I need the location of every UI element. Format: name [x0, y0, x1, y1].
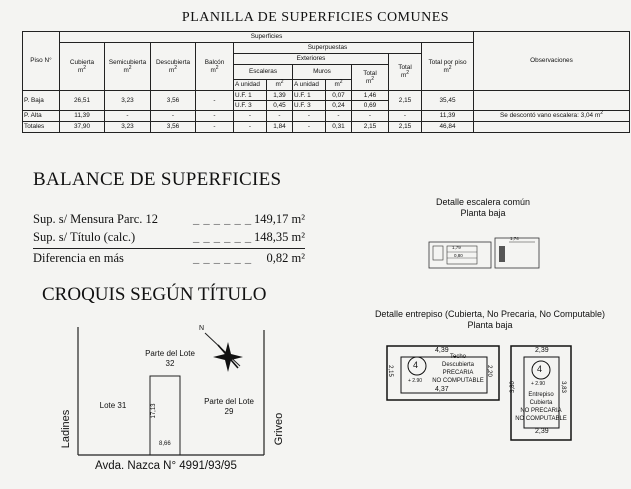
header-m2: $m^2$ — [326, 80, 352, 91]
header-descubierta: Descubierta $m^2$ — [151, 43, 196, 91]
label-parte-lote-29: Parte del Lote 29 — [204, 397, 254, 416]
escalera-dim-a: 1,79 — [452, 245, 461, 250]
street-left: Ladines — [60, 409, 72, 449]
label-lote-31: Lote 31 — [99, 401, 127, 410]
address-label: Avda. Nazca N° 4991/93/95 — [95, 460, 237, 472]
balance-row: Sup. s/ Título (calc.) _ _ _ _ _ _ 148,35 m² — [33, 230, 305, 244]
header-superficies: Superficies — [60, 32, 474, 43]
header-semicubierta: Semicubierta $m^2$ — [105, 43, 151, 91]
escalera-dim-b: 0,80 — [454, 253, 463, 258]
north-label: N — [199, 325, 205, 332]
dim-vertical: 17,13 — [151, 403, 157, 419]
header-total: Total $m^2$ — [389, 54, 422, 91]
header-total-ext: Total $m^2$ — [352, 65, 389, 91]
header-superpuestas: Superpuestas — [234, 43, 422, 54]
escalera-title: Detalle escalera común Planta baja — [435, 197, 531, 218]
balance-title: BALANCE DE SUPERFICIES — [33, 169, 282, 190]
croquis-title: CROQUIS SEGÚN TÍTULO — [42, 284, 267, 305]
table-row: Totales 37,90 3,23 3,56 - - 1,84 - 0,31 2,15 2,15 46,84 — [23, 122, 630, 133]
header-a-unidad: A unidad — [234, 80, 267, 91]
header-piso: Piso N° — [23, 32, 60, 91]
detail-left-label: Techo Descubierta PRECARIA NO COMPUTABLE — [432, 354, 484, 384]
header-escaleras: Escaleras — [234, 65, 293, 80]
balance-row: Diferencia en más _ _ _ _ _ _ 0,82 m² — [33, 251, 305, 265]
header-muros: Muros — [293, 65, 352, 80]
table-row: U.F. 3 0,45 U.F. 3 0,24 0,69 — [23, 101, 630, 111]
header-balcon: Balcón $m^2$ — [196, 43, 234, 91]
entrepiso-title: Detalle entrepiso (Cubierta, No Precaria, No Computable) Planta baja — [374, 309, 606, 330]
balance-row: Sup. s/ Mensura Parc. 12 _ _ _ _ _ _ 149,17 m² — [33, 212, 305, 226]
page-title: PLANILLA DE SUPERFICIES COMUNES — [181, 10, 450, 25]
header-total-piso: Total por piso $m^2$ — [422, 43, 474, 91]
table-row: P. Alta 11,39 - - - - - - - - - 11,39 Se descontó vano escalera: 3,04 $m^2$ — [23, 111, 630, 122]
detail-right-label: Entrepiso Cubierta NO PRECARIA NO COMPUTABLE — [515, 392, 567, 422]
label-parte-lote-32: Parte del Lote 32 — [145, 349, 195, 368]
street-right: Griveo — [273, 412, 285, 446]
table-row: P. Baja 26,51 3,23 3,56 - U.F. 1 1,39 U.F. 1 0,07 1,46 2,15 35,45 — [23, 91, 630, 101]
dim-bottom: 8,66 — [159, 441, 171, 447]
header-cubierta: Cubierta $m^2$ — [60, 43, 105, 91]
header-observaciones: Observaciones — [474, 32, 630, 91]
escalera-dim-c: 1,74 — [510, 236, 519, 241]
header-exteriores: Exteriores — [234, 54, 389, 65]
header-a-unidad: A unidad — [293, 80, 326, 91]
header-m2: $m^2$ — [267, 80, 293, 91]
